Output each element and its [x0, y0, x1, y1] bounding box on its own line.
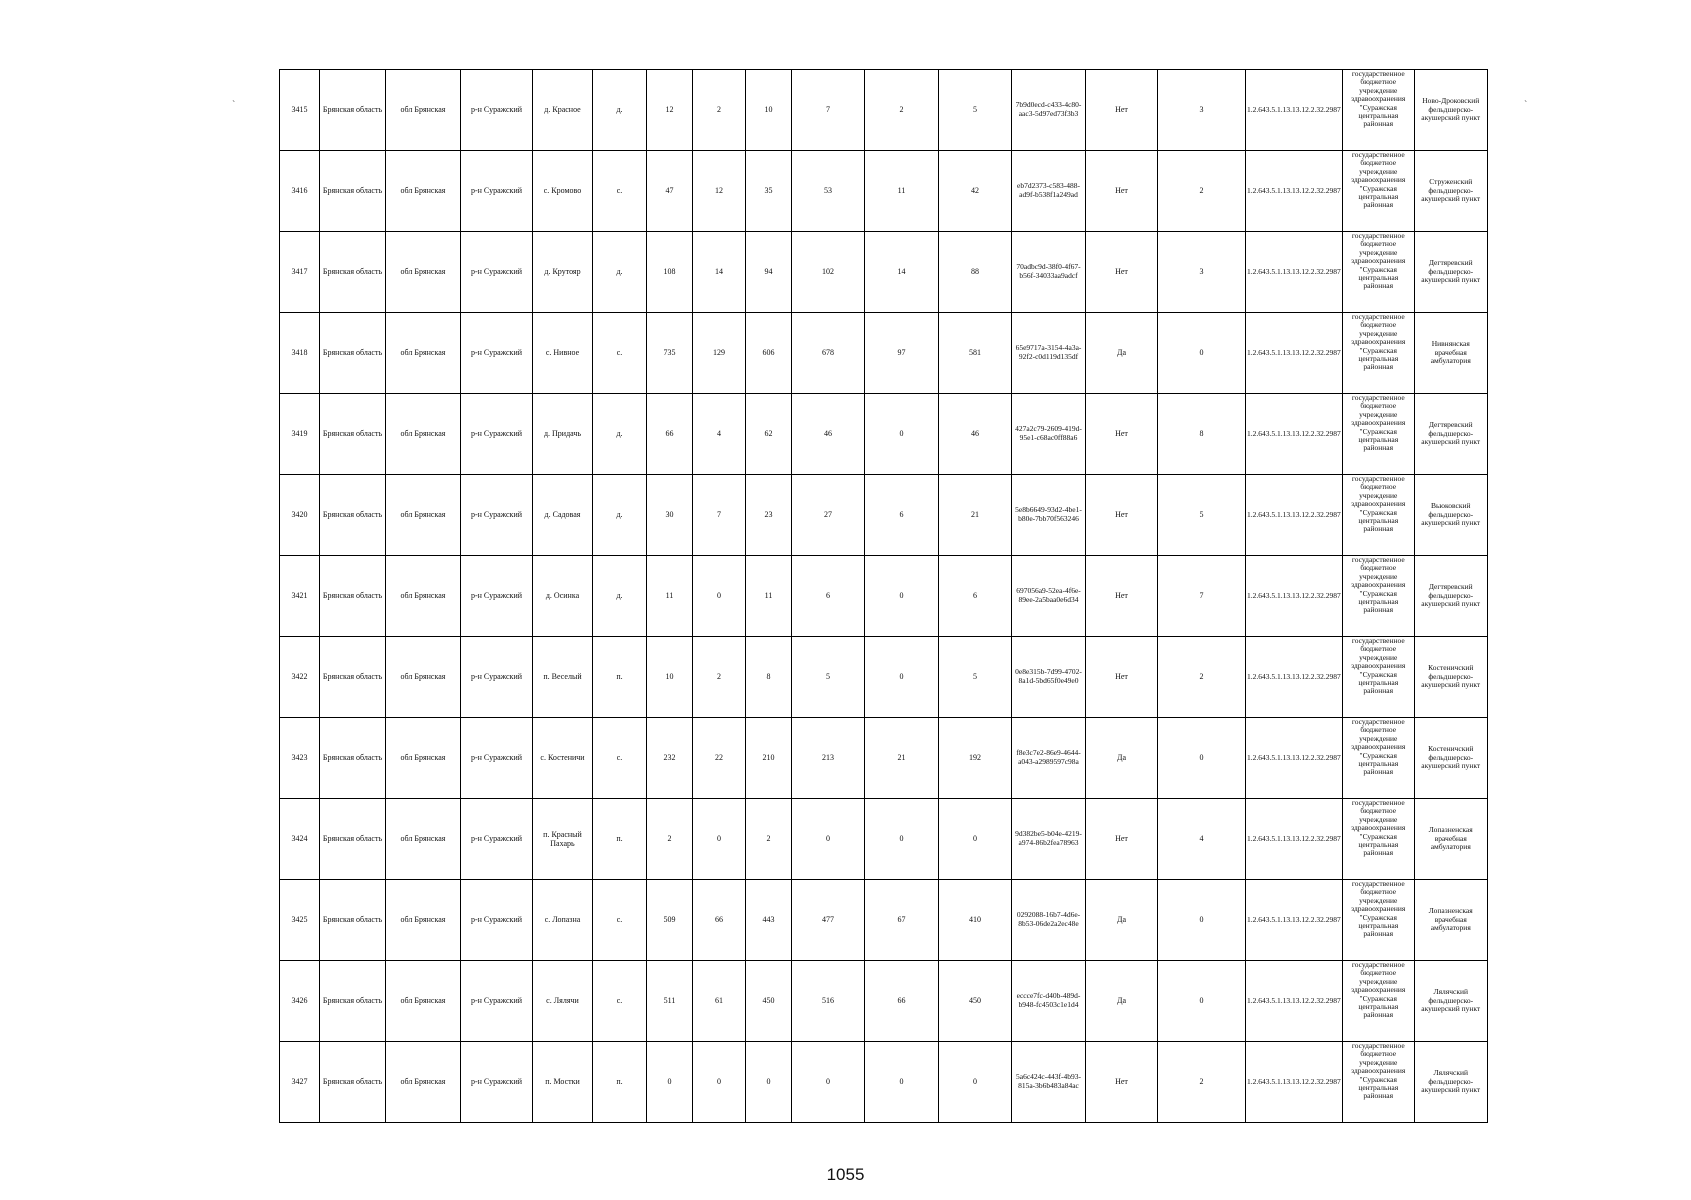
cell-population-children-2: 21	[865, 718, 939, 799]
cell-distance: 3	[1158, 232, 1246, 313]
cell-organization: государственное бюджетное учреждение здравоохранения "Суражская центральная районная	[1342, 151, 1414, 232]
cell-fias-guid: 5e8b6649-93d2-4be1-b80e-7bb70f563246	[1012, 475, 1086, 556]
cell-population-total: 47	[647, 151, 693, 232]
cell-population-total: 735	[647, 313, 693, 394]
cell-region: Брянская область	[320, 394, 386, 475]
cell-district: р-н Суражский	[461, 799, 533, 880]
cell-population-total: 108	[647, 232, 693, 313]
cell-population-total: 2	[647, 799, 693, 880]
cell-facility-oid: 1.2.643.5.1.13.13.12.2.32.2987	[1246, 151, 1343, 232]
cell-region: Брянская область	[320, 880, 386, 961]
cell-population-total: 0	[647, 1042, 693, 1123]
cell-settlement-type: д.	[593, 70, 647, 151]
table-row	[280, 151, 1488, 232]
cell-settlement-name: с. Костеничи	[533, 718, 593, 799]
cell-population-children: 61	[693, 961, 746, 1042]
cell-row-number: 3418	[280, 313, 320, 394]
cell-population-total: 509	[647, 880, 693, 961]
cell-population-children-2: 2	[865, 70, 939, 151]
cell-row-number: 3422	[280, 637, 320, 718]
cell-facility-name: Лопазненская врачебная амбулатория	[1414, 880, 1487, 961]
cell-oblast: обл Брянская	[386, 961, 461, 1042]
cell-population-adults-2: 192	[939, 718, 1012, 799]
cell-facility-oid: 1.2.643.5.1.13.13.12.2.32.2987	[1246, 232, 1343, 313]
cell-population-children-2: 11	[865, 151, 939, 232]
cell-settlement-name: д. Красное	[533, 70, 593, 151]
cell-organization: государственное бюджетное учреждение здравоохранения "Суражская центральная районная	[1342, 475, 1414, 556]
cell-has-facility: Нет	[1086, 556, 1158, 637]
cell-organization: государственное бюджетное учреждение здравоохранения "Суражская центральная районная	[1342, 637, 1414, 718]
cell-distance: 0	[1158, 718, 1246, 799]
cell-population-children: 0	[693, 1042, 746, 1123]
cell-population-children: 2	[693, 70, 746, 151]
cell-distance: 7	[1158, 556, 1246, 637]
cell-population-children: 129	[693, 313, 746, 394]
cell-row-number: 3416	[280, 151, 320, 232]
cell-population-adults: 35	[746, 151, 792, 232]
cell-settlement-type: с.	[593, 151, 647, 232]
cell-district: р-н Суражский	[461, 475, 533, 556]
cell-region: Брянская область	[320, 232, 386, 313]
cell-fias-guid: eccce7fc-d40b-489d-b948-fc4503c1e1d4	[1012, 961, 1086, 1042]
cell-facility-name: Лялячский фельдшерско-акушерский пункт	[1414, 961, 1487, 1042]
cell-population-total-2: 6	[792, 556, 865, 637]
cell-population-adults: 450	[746, 961, 792, 1042]
cell-has-facility: Нет	[1086, 151, 1158, 232]
cell-row-number: 3417	[280, 232, 320, 313]
cell-distance: 0	[1158, 313, 1246, 394]
cell-organization: государственное бюджетное учреждение здравоохранения "Суражская центральная районная	[1342, 880, 1414, 961]
table-row	[280, 1042, 1488, 1123]
cell-facility-oid: 1.2.643.5.1.13.13.12.2.32.2987	[1246, 718, 1343, 799]
cell-oblast: обл Брянская	[386, 151, 461, 232]
cell-population-adults: 443	[746, 880, 792, 961]
cell-population-children-2: 0	[865, 556, 939, 637]
table-row	[280, 961, 1488, 1042]
cell-distance: 2	[1158, 1042, 1246, 1123]
cell-settlement-name: п. Красный Пахарь	[533, 799, 593, 880]
cell-organization: государственное бюджетное учреждение здравоохранения "Суражская центральная районная	[1342, 961, 1414, 1042]
cell-region: Брянская область	[320, 1042, 386, 1123]
cell-facility-name: Нивнянская врачебная амбулатория	[1414, 313, 1487, 394]
cell-population-total: 30	[647, 475, 693, 556]
settlements-table	[279, 69, 1488, 1123]
cell-population-adults-2: 46	[939, 394, 1012, 475]
cell-facility-oid: 1.2.643.5.1.13.13.12.2.32.2987	[1246, 313, 1343, 394]
cell-settlement-name: д. Придачь	[533, 394, 593, 475]
cell-fias-guid: 427a2c79-2609-419d-95e1-c68ac0ff88a6	[1012, 394, 1086, 475]
cell-population-total: 511	[647, 961, 693, 1042]
scan-mark-right: `	[1524, 100, 1528, 111]
cell-distance: 0	[1158, 880, 1246, 961]
cell-organization: государственное бюджетное учреждение здравоохранения "Суражская центральная районная	[1342, 799, 1414, 880]
cell-population-adults-2: 450	[939, 961, 1012, 1042]
cell-population-children-2: 0	[865, 799, 939, 880]
cell-region: Брянская область	[320, 799, 386, 880]
cell-population-total-2: 53	[792, 151, 865, 232]
cell-row-number: 3423	[280, 718, 320, 799]
cell-settlement-type: с.	[593, 880, 647, 961]
cell-population-children: 2	[693, 637, 746, 718]
cell-region: Брянская область	[320, 637, 386, 718]
cell-organization: государственное бюджетное учреждение здравоохранения "Суражская центральная районная	[1342, 70, 1414, 151]
cell-fias-guid: f8e3c7e2-86e9-4644-a043-a2989597c98a	[1012, 718, 1086, 799]
cell-oblast: обл Брянская	[386, 1042, 461, 1123]
cell-region: Брянская область	[320, 961, 386, 1042]
cell-fias-guid: 7b9d0ecd-c433-4c80-aac3-5d97ed73f3b3	[1012, 70, 1086, 151]
cell-population-children: 0	[693, 799, 746, 880]
cell-organization: государственное бюджетное учреждение здравоохранения "Суражская центральная районная	[1342, 1042, 1414, 1123]
cell-population-adults: 210	[746, 718, 792, 799]
cell-facility-name: Вьюковский фельдшерско-акушерский пункт	[1414, 475, 1487, 556]
table-row	[280, 799, 1488, 880]
cell-settlement-type: с.	[593, 961, 647, 1042]
cell-facility-oid: 1.2.643.5.1.13.13.12.2.32.2987	[1246, 475, 1343, 556]
cell-organization: государственное бюджетное учреждение здравоохранения "Суражская центральная районная	[1342, 556, 1414, 637]
cell-oblast: обл Брянская	[386, 70, 461, 151]
cell-oblast: обл Брянская	[386, 799, 461, 880]
cell-district: р-н Суражский	[461, 718, 533, 799]
cell-population-total-2: 477	[792, 880, 865, 961]
cell-distance: 2	[1158, 151, 1246, 232]
cell-population-total-2: 0	[792, 799, 865, 880]
cell-has-facility: Нет	[1086, 475, 1158, 556]
cell-district: р-н Суражский	[461, 232, 533, 313]
cell-facility-name: Струженский фельдшерско-акушерский пункт	[1414, 151, 1487, 232]
cell-population-total: 12	[647, 70, 693, 151]
cell-population-adults-2: 410	[939, 880, 1012, 961]
cell-population-adults: 0	[746, 1042, 792, 1123]
cell-organization: государственное бюджетное учреждение здравоохранения "Суражская центральная районная	[1342, 718, 1414, 799]
cell-facility-name: Костеничский фельдшерско-акушерский пункт	[1414, 637, 1487, 718]
cell-district: р-н Суражский	[461, 151, 533, 232]
cell-population-children: 14	[693, 232, 746, 313]
cell-settlement-name: д. Крутояр	[533, 232, 593, 313]
cell-has-facility: Нет	[1086, 799, 1158, 880]
cell-settlement-name: п. Веселый	[533, 637, 593, 718]
cell-oblast: обл Брянская	[386, 313, 461, 394]
cell-population-children: 0	[693, 556, 746, 637]
cell-has-facility: Да	[1086, 961, 1158, 1042]
cell-oblast: обл Брянская	[386, 718, 461, 799]
cell-population-adults: 23	[746, 475, 792, 556]
cell-population-total-2: 678	[792, 313, 865, 394]
cell-settlement-type: д.	[593, 232, 647, 313]
table-row	[280, 475, 1488, 556]
cell-settlement-type: д.	[593, 556, 647, 637]
cell-district: р-н Суражский	[461, 556, 533, 637]
cell-row-number: 3419	[280, 394, 320, 475]
cell-population-adults: 94	[746, 232, 792, 313]
cell-district: р-н Суражский	[461, 394, 533, 475]
cell-population-children: 7	[693, 475, 746, 556]
cell-row-number: 3427	[280, 1042, 320, 1123]
cell-fias-guid: eb7d2373-c583-488-ad9f-b538f1a249ad	[1012, 151, 1086, 232]
cell-district: р-н Суражский	[461, 637, 533, 718]
cell-population-total-2: 5	[792, 637, 865, 718]
cell-row-number: 3421	[280, 556, 320, 637]
cell-population-adults: 2	[746, 799, 792, 880]
cell-settlement-type: д.	[593, 475, 647, 556]
cell-facility-oid: 1.2.643.5.1.13.13.12.2.32.2987	[1246, 799, 1343, 880]
cell-settlement-name: с. Кромово	[533, 151, 593, 232]
scan-mark-left: `	[232, 100, 236, 111]
cell-row-number: 3424	[280, 799, 320, 880]
cell-distance: 0	[1158, 961, 1246, 1042]
cell-population-children-2: 0	[865, 637, 939, 718]
cell-district: р-н Суражский	[461, 313, 533, 394]
cell-settlement-name: д. Садовая	[533, 475, 593, 556]
cell-population-adults-2: 42	[939, 151, 1012, 232]
cell-population-total-2: 0	[792, 1042, 865, 1123]
cell-facility-name: Лопазненская врачебная амбулатория	[1414, 799, 1487, 880]
cell-population-total: 10	[647, 637, 693, 718]
cell-facility-oid: 1.2.643.5.1.13.13.12.2.32.2987	[1246, 961, 1343, 1042]
cell-settlement-name: с. Лопазна	[533, 880, 593, 961]
cell-settlement-name: п. Мостки	[533, 1042, 593, 1123]
cell-has-facility: Нет	[1086, 394, 1158, 475]
cell-facility-name: Дегтяревский фельдшерско-акушерский пункт	[1414, 394, 1487, 475]
table-body	[280, 70, 1488, 1123]
table-row	[280, 313, 1488, 394]
cell-region: Брянская область	[320, 151, 386, 232]
cell-distance: 5	[1158, 475, 1246, 556]
table-row	[280, 718, 1488, 799]
cell-facility-oid: 1.2.643.5.1.13.13.12.2.32.2987	[1246, 70, 1343, 151]
cell-has-facility: Нет	[1086, 637, 1158, 718]
cell-population-adults-2: 5	[939, 637, 1012, 718]
cell-district: р-н Суражский	[461, 70, 533, 151]
cell-settlement-type: п.	[593, 637, 647, 718]
cell-has-facility: Нет	[1086, 232, 1158, 313]
cell-population-total-2: 46	[792, 394, 865, 475]
cell-population-children-2: 66	[865, 961, 939, 1042]
cell-population-children-2: 0	[865, 394, 939, 475]
cell-organization: государственное бюджетное учреждение здравоохранения "Суражская центральная районная	[1342, 394, 1414, 475]
cell-population-total: 232	[647, 718, 693, 799]
cell-facility-name: Дегтяревский фельдшерско-акушерский пункт	[1414, 556, 1487, 637]
cell-population-children-2: 0	[865, 1042, 939, 1123]
cell-row-number: 3425	[280, 880, 320, 961]
cell-distance: 4	[1158, 799, 1246, 880]
table-row	[280, 232, 1488, 313]
cell-facility-name: Лялячский фельдшерско-акушерский пункт	[1414, 1042, 1487, 1123]
cell-settlement-type: п.	[593, 1042, 647, 1123]
cell-facility-oid: 1.2.643.5.1.13.13.12.2.32.2987	[1246, 394, 1343, 475]
cell-population-adults-2: 581	[939, 313, 1012, 394]
cell-population-total: 66	[647, 394, 693, 475]
table-row	[280, 556, 1488, 637]
cell-row-number: 3415	[280, 70, 320, 151]
cell-fias-guid: 5a6c424c-443f-4b93-815a-3b6b483a84ac	[1012, 1042, 1086, 1123]
cell-population-adults-2: 21	[939, 475, 1012, 556]
cell-population-adults: 62	[746, 394, 792, 475]
cell-region: Брянская область	[320, 718, 386, 799]
page-number: 1055	[826, 1165, 865, 1184]
cell-population-total-2: 7	[792, 70, 865, 151]
cell-facility-name: Дегтяревский фельдшерско-акушерский пункт	[1414, 232, 1487, 313]
cell-fias-guid: 9d382be5-b04e-4219-a974-86b2fea78963	[1012, 799, 1086, 880]
cell-population-children: 4	[693, 394, 746, 475]
cell-facility-name: Ново-Дроковский фельдшерско-акушерский пункт	[1414, 70, 1487, 151]
cell-population-total-2: 27	[792, 475, 865, 556]
table-row	[280, 394, 1488, 475]
cell-district: р-н Суражский	[461, 1042, 533, 1123]
cell-oblast: обл Брянская	[386, 394, 461, 475]
cell-population-children: 22	[693, 718, 746, 799]
cell-district: р-н Суражский	[461, 961, 533, 1042]
cell-district: р-н Суражский	[461, 880, 533, 961]
table-row	[280, 637, 1488, 718]
table-row	[280, 880, 1488, 961]
cell-population-adults-2: 88	[939, 232, 1012, 313]
cell-fias-guid: 0e8e315b-7d99-4702-8a1d-5bd65f0e49e0	[1012, 637, 1086, 718]
cell-facility-oid: 1.2.643.5.1.13.13.12.2.32.2987	[1246, 556, 1343, 637]
cell-distance: 8	[1158, 394, 1246, 475]
cell-has-facility: Нет	[1086, 1042, 1158, 1123]
cell-population-adults-2: 0	[939, 799, 1012, 880]
cell-population-adults: 10	[746, 70, 792, 151]
cell-population-children: 12	[693, 151, 746, 232]
cell-fias-guid: 697056a9-52ea-4f6e-89ee-2a5baa0e6d34	[1012, 556, 1086, 637]
table-row	[280, 70, 1488, 151]
cell-population-children-2: 67	[865, 880, 939, 961]
cell-oblast: обл Брянская	[386, 475, 461, 556]
cell-oblast: обл Брянская	[386, 880, 461, 961]
cell-organization: государственное бюджетное учреждение здравоохранения "Суражская центральная районная	[1342, 232, 1414, 313]
cell-has-facility: Да	[1086, 718, 1158, 799]
cell-has-facility: Нет	[1086, 70, 1158, 151]
cell-population-children-2: 14	[865, 232, 939, 313]
cell-facility-oid: 1.2.643.5.1.13.13.12.2.32.2987	[1246, 637, 1343, 718]
cell-population-adults: 606	[746, 313, 792, 394]
cell-has-facility: Да	[1086, 880, 1158, 961]
cell-settlement-type: с.	[593, 718, 647, 799]
cell-oblast: обл Брянская	[386, 637, 461, 718]
cell-settlement-type: п.	[593, 799, 647, 880]
cell-population-total-2: 516	[792, 961, 865, 1042]
cell-region: Брянская область	[320, 475, 386, 556]
cell-oblast: обл Брянская	[386, 232, 461, 313]
cell-distance: 2	[1158, 637, 1246, 718]
cell-region: Брянская область	[320, 313, 386, 394]
cell-oblast: обл Брянская	[386, 556, 461, 637]
cell-fias-guid: 65e9717a-3154-4a3a-92f2-c0d119d135df	[1012, 313, 1086, 394]
cell-distance: 3	[1158, 70, 1246, 151]
cell-region: Брянская область	[320, 70, 386, 151]
cell-has-facility: Да	[1086, 313, 1158, 394]
cell-population-adults-2: 5	[939, 70, 1012, 151]
cell-population-adults: 11	[746, 556, 792, 637]
cell-population-adults-2: 6	[939, 556, 1012, 637]
cell-settlement-name: д. Осинка	[533, 556, 593, 637]
cell-settlement-name: с. Лялячи	[533, 961, 593, 1042]
cell-population-children: 66	[693, 880, 746, 961]
cell-population-adults-2: 0	[939, 1042, 1012, 1123]
cell-settlement-type: с.	[593, 313, 647, 394]
cell-settlement-name: с. Нивное	[533, 313, 593, 394]
cell-settlement-type: д.	[593, 394, 647, 475]
cell-fias-guid: 70adbc9d-38f0-4f67-b56f-34033aa9adcf	[1012, 232, 1086, 313]
cell-population-total: 11	[647, 556, 693, 637]
cell-facility-oid: 1.2.643.5.1.13.13.12.2.32.2987	[1246, 880, 1343, 961]
cell-population-total-2: 213	[792, 718, 865, 799]
cell-population-children-2: 97	[865, 313, 939, 394]
cell-facility-oid: 1.2.643.5.1.13.13.12.2.32.2987	[1246, 1042, 1343, 1123]
cell-facility-name: Костеничский фельдшерско-акушерский пункт	[1414, 718, 1487, 799]
cell-population-total-2: 102	[792, 232, 865, 313]
cell-row-number: 3426	[280, 961, 320, 1042]
cell-population-children-2: 6	[865, 475, 939, 556]
cell-row-number: 3420	[280, 475, 320, 556]
cell-organization: государственное бюджетное учреждение здравоохранения "Суражская центральная районная	[1342, 313, 1414, 394]
cell-population-adults: 8	[746, 637, 792, 718]
cell-fias-guid: 0292088-16b7-4d6e-8b53-06de2a2ec48e	[1012, 880, 1086, 961]
cell-region: Брянская область	[320, 556, 386, 637]
